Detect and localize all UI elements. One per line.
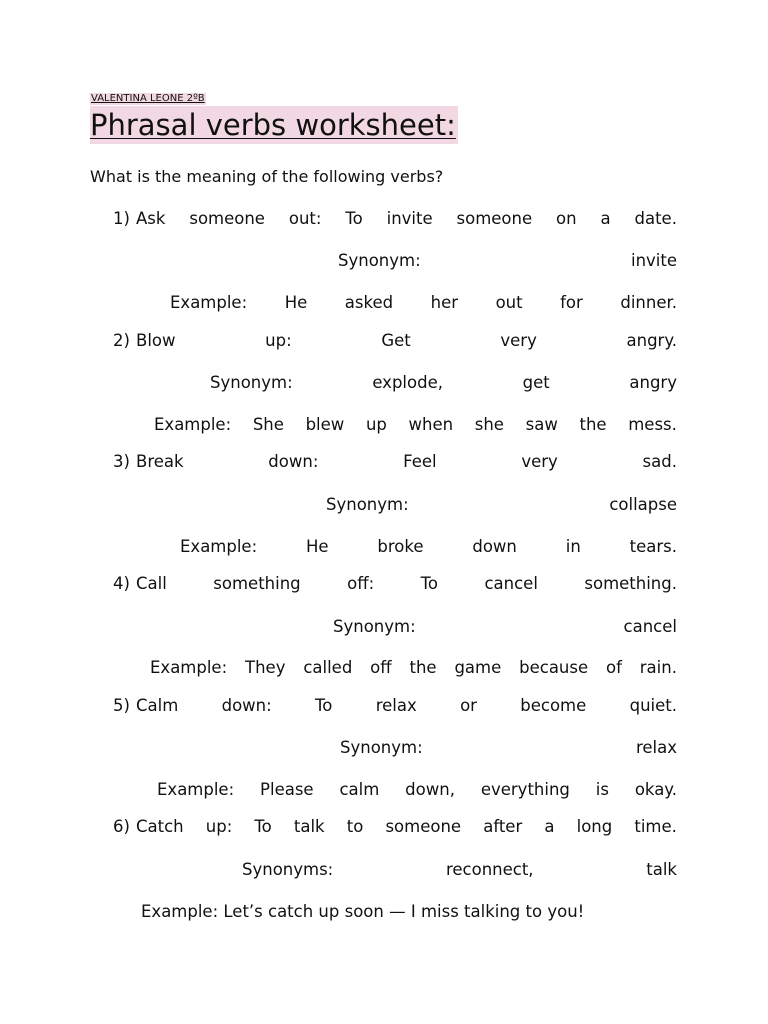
word: Calm	[136, 696, 179, 715]
word: something.	[584, 574, 677, 593]
word: someone	[456, 209, 533, 228]
word: on	[556, 209, 577, 228]
item-number: 3)	[113, 452, 130, 471]
item-number: 5)	[113, 696, 130, 715]
word: talk	[646, 860, 677, 879]
item-number: 4)	[113, 574, 130, 593]
item-synonym	[326, 494, 677, 516]
word: is	[595, 780, 609, 799]
word: asked	[344, 293, 394, 312]
word: or	[460, 696, 477, 715]
word: tears.	[629, 537, 677, 556]
word: long	[576, 817, 613, 836]
word: Catch	[136, 817, 184, 836]
word: Feel	[403, 452, 437, 471]
intro-question: What is the meaning of the following verbs?	[90, 167, 444, 186]
word: Example:	[154, 415, 232, 434]
word: okay.	[634, 780, 677, 799]
word: broke	[377, 537, 424, 556]
item-definition	[136, 695, 677, 717]
word: Ask	[136, 209, 166, 228]
word: down:	[268, 452, 319, 471]
item-definition	[136, 816, 677, 838]
word: down,	[405, 780, 455, 799]
word: up	[365, 415, 387, 434]
word: when	[408, 415, 454, 434]
item-definition	[136, 451, 677, 473]
word: game	[454, 658, 502, 677]
item-synonym	[338, 250, 677, 272]
word: very	[500, 331, 537, 350]
word: to	[346, 817, 364, 836]
word: To	[420, 574, 438, 593]
word: cancel	[623, 617, 677, 636]
word: dinner.	[620, 293, 677, 312]
word: Break	[136, 452, 184, 471]
word: down:	[221, 696, 272, 715]
item-definition	[136, 573, 677, 595]
word: something	[213, 574, 301, 593]
word: date.	[634, 209, 677, 228]
word: called	[303, 658, 353, 677]
word: Blow	[136, 331, 176, 350]
page-title: Phrasal verbs worksheet:	[90, 108, 456, 142]
word: Example:	[157, 780, 235, 799]
word: time.	[634, 817, 677, 836]
item-example	[170, 292, 677, 314]
word: she	[474, 415, 504, 434]
word: up:	[265, 331, 292, 350]
word: He	[284, 293, 308, 312]
word: someone	[189, 209, 265, 228]
word: Example:	[180, 537, 258, 556]
item-synonym	[340, 737, 677, 759]
word: She	[252, 415, 284, 434]
word: Call	[136, 574, 167, 593]
word: become	[520, 696, 587, 715]
word: To	[345, 209, 363, 228]
word: To	[315, 696, 333, 715]
word: relax	[635, 738, 677, 757]
item-number: 2)	[113, 331, 130, 350]
word: quiet.	[629, 696, 677, 715]
item-number: 1)	[113, 209, 130, 228]
word: relax	[375, 696, 417, 715]
word: calm	[339, 780, 380, 799]
word: Example:	[150, 658, 228, 677]
word: Example:	[170, 293, 248, 312]
word: get	[522, 373, 550, 392]
word: because	[519, 658, 589, 677]
item-example: Example: Let’s catch up soon — I miss talking to you!	[141, 902, 585, 921]
word: down	[472, 537, 517, 556]
item-synonym	[210, 372, 677, 394]
word: Please	[260, 780, 314, 799]
word: blew	[305, 415, 345, 434]
word: invite	[386, 209, 433, 228]
word: the	[409, 658, 437, 677]
word: Synonym:	[340, 738, 423, 757]
word: explode,	[372, 373, 443, 392]
word: a	[600, 209, 611, 228]
word: mess.	[628, 415, 677, 434]
word: rain.	[639, 658, 677, 677]
word: Synonym:	[210, 373, 293, 392]
word: He	[306, 537, 329, 556]
word: her	[430, 293, 459, 312]
word: off	[370, 658, 392, 677]
word: for	[560, 293, 583, 312]
word: after	[483, 817, 523, 836]
word: They	[245, 658, 286, 677]
word: someone	[385, 817, 462, 836]
item-example	[180, 536, 677, 558]
word: very	[521, 452, 558, 471]
word: angry.	[626, 331, 677, 350]
word: saw	[525, 415, 558, 434]
word: the	[579, 415, 607, 434]
word: out	[495, 293, 523, 312]
word: in	[565, 537, 581, 556]
word: out:	[288, 209, 322, 228]
word: angry	[629, 373, 677, 392]
item-synonym	[333, 616, 677, 638]
word: up:	[205, 817, 233, 836]
word: reconnect,	[445, 860, 534, 879]
word: everything	[480, 780, 570, 799]
word: off:	[347, 574, 375, 593]
item-example	[157, 779, 677, 801]
word: To	[254, 817, 272, 836]
item-synonym	[242, 859, 677, 881]
word: invite	[630, 251, 677, 270]
word: Synonym:	[333, 617, 416, 636]
word: Get	[381, 331, 411, 350]
item-example	[154, 414, 677, 436]
word: Synonym:	[338, 251, 421, 270]
word: cancel	[484, 574, 538, 593]
item-example	[150, 657, 677, 679]
word: a	[544, 817, 555, 836]
word: Synonym:	[326, 495, 409, 514]
word: talk	[293, 817, 325, 836]
item-definition	[136, 208, 677, 230]
item-definition	[136, 330, 677, 352]
word: Synonyms:	[242, 860, 334, 879]
item-number: 6)	[113, 817, 130, 836]
word: of	[606, 658, 622, 677]
word: collapse	[609, 495, 677, 514]
word: sad.	[642, 452, 677, 471]
author-name: VALENTINA LEONE 2ºB	[91, 93, 205, 104]
